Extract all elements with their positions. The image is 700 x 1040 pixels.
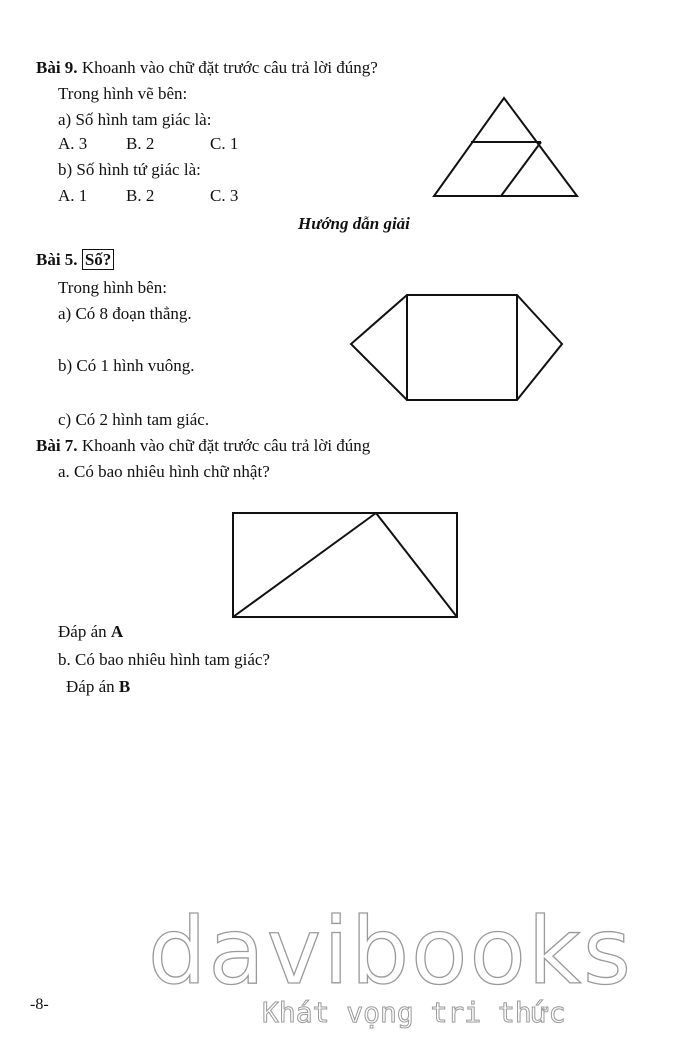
diagonal-segment <box>501 142 541 196</box>
outer-triangle <box>434 98 577 196</box>
answer-prefix-a: Đáp án <box>58 622 107 641</box>
bai9-a-option-c[interactable]: C. 1 <box>210 134 239 153</box>
bai7-answer-b <box>66 677 130 697</box>
right-diagonal <box>376 513 457 617</box>
bai9-label: Bài 9. <box>36 58 78 77</box>
bai9-question-a: a) Số hình tam giác là: <box>58 110 212 129</box>
bai9-question-b: b) Số hình tứ giác là: <box>58 160 201 179</box>
bai5-label: Bài 5. <box>36 250 78 269</box>
bai9-intro: Trong hình vẽ bên: <box>58 84 188 103</box>
bai9-prompt: Khoanh vào chữ đặt trước câu trả lời đúng? <box>81 58 378 77</box>
bai7-prompt: Khoanh vào chữ đặt trước câu trả lời đúng <box>81 436 371 455</box>
bai5-item-a: a) Có 8 đoạn thẳng. <box>58 304 192 323</box>
bai5-hexagon-figure <box>348 292 566 404</box>
answer-prefix-b: Đáp án <box>66 677 115 696</box>
bai7-rectangle-figure <box>230 510 462 622</box>
bai5-item-b: b) Có 1 hình vuông. <box>58 356 195 375</box>
left-diagonal <box>233 513 376 617</box>
bai9-a-option-b[interactable]: B. 2 <box>126 134 155 153</box>
bai5-intro: Trong hình bên: <box>58 278 167 297</box>
bai7-question-b: b. Có bao nhiêu hình tam giác? <box>58 650 270 669</box>
answer-value-b: B <box>118 677 131 696</box>
page-number: -8- <box>30 996 49 1013</box>
bai7-heading <box>36 436 370 456</box>
watermark-brand: davibooks <box>148 898 633 1005</box>
guide-heading: Hướng dẫn giải <box>298 214 410 233</box>
bai5-boxed-label: Số? <box>82 249 114 270</box>
outer-hexagon <box>351 295 562 400</box>
bai9-b-option-c[interactable]: C. 3 <box>210 186 239 205</box>
watermark-tagline: Khát vọng tri thức <box>262 996 566 1029</box>
bai5-item-c: c) Có 2 hình tam giác. <box>58 410 210 429</box>
bai5-heading <box>36 250 114 270</box>
answer-value-a: A <box>110 622 124 641</box>
bai7-label: Bài 7. <box>36 436 78 455</box>
bai9-a-option-a[interactable]: A. 3 <box>58 134 88 153</box>
bai9-b-option-b[interactable]: B. 2 <box>126 186 155 205</box>
bai7-question-a: a. Có bao nhiêu hình chữ nhật? <box>58 462 270 481</box>
bai7-answer-a <box>58 622 123 642</box>
outer-rectangle <box>233 513 457 617</box>
bai9-triangle-figure <box>430 95 582 200</box>
bai9-heading <box>36 58 378 78</box>
bai9-b-option-a[interactable]: A. 1 <box>58 186 88 205</box>
